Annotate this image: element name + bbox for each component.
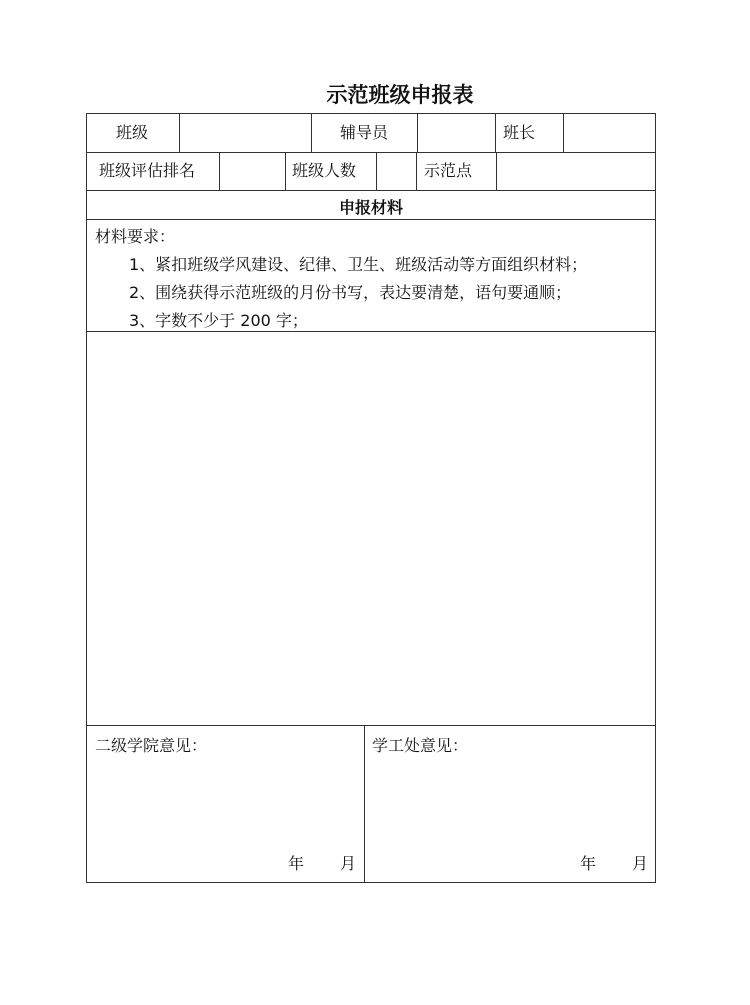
section-header-bottom-border xyxy=(86,219,656,220)
row2-divider xyxy=(416,152,417,190)
college-date-year: 年 xyxy=(288,854,305,873)
table-border-right xyxy=(655,113,656,883)
row1-divider xyxy=(495,113,496,152)
college-opinion-label: 二级学院意见： xyxy=(95,736,208,755)
monitor-field[interactable] xyxy=(564,114,655,152)
ranking-field[interactable] xyxy=(220,153,285,190)
demo-point-field[interactable] xyxy=(497,153,655,190)
headcount-field[interactable] xyxy=(377,153,416,190)
materials-content-area[interactable] xyxy=(87,332,655,725)
table-border-bottom xyxy=(86,882,656,883)
office-date-year: 年 xyxy=(580,854,597,873)
office-date-month: 月 xyxy=(632,854,649,873)
materials-section-header: 申报材料 xyxy=(338,198,403,217)
counselor-field[interactable] xyxy=(418,114,495,152)
demo-point-label: 示范点 xyxy=(424,161,473,180)
monitor-label: 班长 xyxy=(503,123,536,142)
office-opinion-area[interactable] xyxy=(365,760,655,845)
headcount-label: 班级人数 xyxy=(292,161,357,180)
requirement-item: 3、字数不少于 200 字； xyxy=(129,311,308,330)
college-opinion-area[interactable] xyxy=(87,760,364,845)
counselor-label: 辅导员 xyxy=(340,123,389,142)
requirements-title: 材料要求： xyxy=(95,227,176,246)
requirement-item: 2、围绕获得示范班级的月份书写，表达要清楚，语句要通顺； xyxy=(129,283,572,302)
form-title: 示范班级申报表 xyxy=(326,83,474,107)
college-date-month: 月 xyxy=(340,854,357,873)
row2-divider xyxy=(285,152,286,190)
row2-bottom-border xyxy=(86,190,656,191)
requirement-item: 1、紧扣班级学风建设、纪律、卫生、班级活动等方面组织材料； xyxy=(129,255,588,274)
row1-divider xyxy=(311,113,312,152)
ranking-label: 班级评估排名 xyxy=(99,161,196,180)
class-field[interactable] xyxy=(180,114,311,152)
content-bottom-border xyxy=(86,725,656,726)
office-opinion-label: 学工处意见： xyxy=(372,736,469,755)
class-label: 班级 xyxy=(116,123,149,142)
